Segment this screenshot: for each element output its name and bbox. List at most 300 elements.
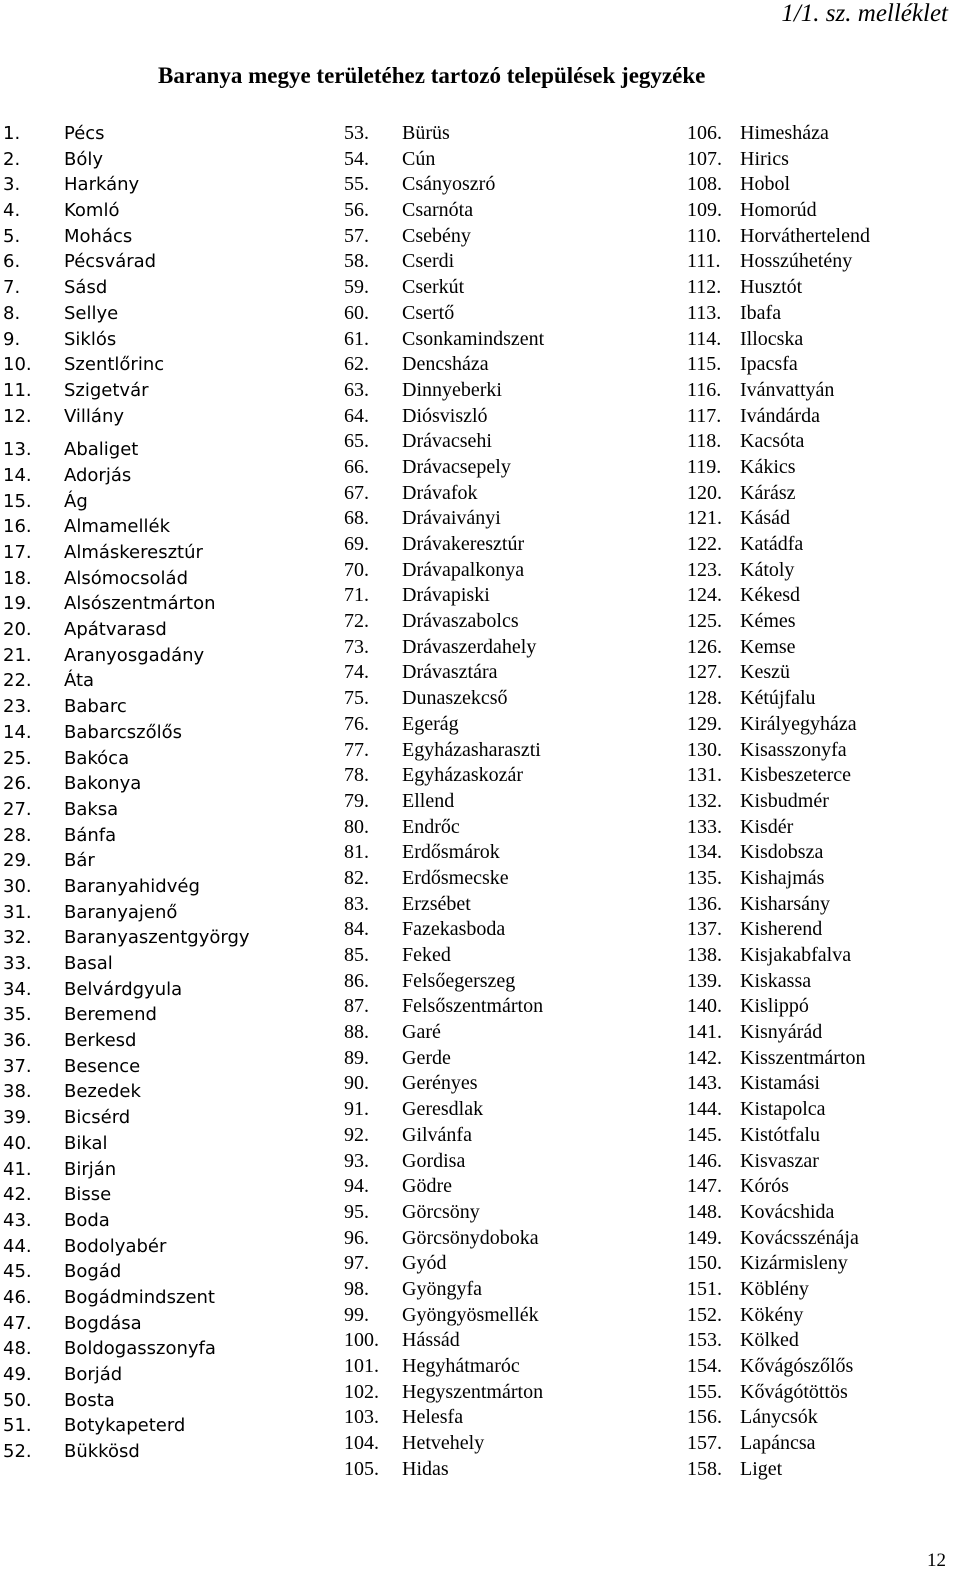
list-item (0, 1362, 250, 1388)
settlement-name: Kékesd (740, 584, 800, 607)
list-item (0, 1002, 250, 1028)
item-number: 34. (3, 978, 32, 1000)
list-item (344, 147, 544, 173)
item-number: 31. (3, 901, 32, 923)
item-number: 97. (344, 1252, 369, 1275)
settlement-name: Hidas (402, 1457, 449, 1480)
item-number: 81. (344, 841, 369, 864)
item-number: 145. (687, 1123, 722, 1146)
item-number: 134. (687, 841, 722, 864)
list-item (344, 917, 544, 943)
item-number: 69. (344, 533, 369, 555)
item-number: 152. (687, 1303, 722, 1326)
list-item (0, 1131, 250, 1157)
settlement-name: Drávaszerdahely (402, 635, 537, 658)
list-item (0, 977, 250, 1003)
settlement-name: Abaliget (64, 439, 139, 461)
settlement-name: Lánycsók (740, 1406, 818, 1429)
list-item (0, 1259, 250, 1285)
item-number: 122. (687, 533, 722, 555)
item-number: 13. (3, 439, 32, 461)
item-number: 50. (3, 1389, 32, 1411)
list-item (344, 1380, 544, 1406)
list-item (0, 1208, 250, 1234)
item-number: 45. (3, 1261, 32, 1283)
list-item (687, 1277, 870, 1303)
settlement-name: Kisbudmér (740, 789, 829, 812)
item-number: 93. (344, 1149, 369, 1172)
list-item (344, 1251, 544, 1277)
item-number: 5. (3, 225, 21, 247)
item-number: 32. (3, 927, 32, 949)
settlement-name: Hássád (402, 1329, 460, 1352)
settlement-name: Kölked (740, 1329, 799, 1352)
settlement-name: Bisse (64, 1184, 112, 1206)
settlement-name: Gerde (402, 1046, 451, 1069)
settlement-column-1 (0, 121, 250, 1465)
item-number: 121. (687, 507, 722, 530)
list-item (344, 892, 544, 918)
item-number: 63. (344, 378, 369, 401)
item-number: 1. (3, 123, 21, 144)
item-number: 125. (687, 610, 722, 633)
settlement-name: Komló (64, 200, 120, 222)
list-item (687, 1431, 870, 1457)
settlement-name: Alsószentmárton (64, 593, 216, 615)
item-number: 70. (344, 558, 369, 581)
list-item (0, 1234, 250, 1260)
settlement-name: Kórós (740, 1175, 789, 1198)
item-number: 103. (344, 1406, 379, 1429)
list-item (344, 994, 544, 1020)
settlement-name: Drávacsepely (402, 455, 511, 478)
item-number: 92. (344, 1123, 369, 1146)
settlement-name: Erzsébet (402, 892, 471, 915)
list-item (344, 198, 544, 224)
item-number: 112. (687, 276, 722, 299)
settlement-name: Bár (64, 850, 95, 872)
group-spacer (0, 429, 250, 437)
list-item (0, 1182, 250, 1208)
settlement-name: Hirics (740, 147, 789, 170)
item-number: 124. (687, 584, 722, 607)
item-number: 71. (344, 584, 369, 607)
settlement-name: Almáskeresztúr (64, 542, 203, 563)
settlement-name: Bikal (64, 1132, 108, 1154)
settlement-name: Kétújfalu (740, 687, 816, 710)
item-number: 151. (687, 1277, 722, 1300)
list-item (344, 249, 544, 275)
item-number: 94. (344, 1175, 369, 1198)
settlement-name: Harkány (64, 174, 140, 196)
item-number: 158. (687, 1457, 722, 1480)
item-number: 117. (687, 404, 722, 427)
item-number: 110. (687, 224, 722, 247)
settlement-name: Felsőszentmárton (402, 995, 544, 1018)
item-number: 36. (3, 1030, 32, 1052)
item-number: 104. (344, 1432, 379, 1455)
list-item (0, 121, 250, 147)
settlement-name: Ág (64, 490, 88, 512)
settlement-name: Pécsvárad (64, 251, 157, 273)
settlement-name: Erdősmárok (402, 841, 500, 864)
item-number: 37. (3, 1055, 32, 1077)
settlement-name: Bükkösd (64, 1441, 140, 1463)
item-number: 27. (3, 798, 32, 820)
settlement-name: Kisbeszeterce (740, 764, 852, 787)
list-item (0, 172, 250, 198)
item-number: 74. (344, 661, 369, 684)
annex-label: 1/1. sz. melléklet (781, 0, 948, 27)
item-number: 119. (687, 455, 722, 478)
list-item (687, 763, 870, 789)
settlement-name: Bürüs (402, 122, 450, 144)
list-item (0, 404, 250, 430)
settlement-name: Beremend (64, 1004, 157, 1026)
list-item (687, 1071, 870, 1097)
settlement-name: Kökény (740, 1303, 804, 1326)
list-item (344, 660, 544, 686)
settlement-name: Kizármisleny (740, 1252, 848, 1275)
list-item (344, 532, 544, 558)
settlement-name: Pécs (64, 123, 105, 144)
item-number: 83. (344, 892, 369, 915)
item-number: 75. (344, 687, 369, 710)
settlement-name: Ivánvattyán (740, 378, 835, 401)
item-number: 3. (3, 174, 21, 196)
item-number: 138. (687, 944, 722, 966)
list-item (344, 840, 544, 866)
settlement-name: Basal (64, 953, 113, 974)
list-item (344, 1097, 544, 1123)
item-number: 157. (687, 1432, 722, 1455)
item-number: 113. (687, 301, 722, 324)
settlement-name: Villány (64, 405, 125, 427)
settlement-name: Bakóca (64, 747, 130, 769)
item-number: 25. (3, 747, 32, 769)
settlement-name: Sásd (64, 277, 108, 299)
settlement-name: Cserdi (402, 250, 455, 273)
item-number: 101. (344, 1355, 379, 1377)
item-number: 56. (344, 199, 369, 222)
settlement-name: Csányoszró (402, 173, 496, 196)
item-number: 57. (344, 224, 369, 247)
item-number: 48. (3, 1338, 32, 1360)
list-item (0, 797, 250, 823)
item-number: 16. (3, 516, 32, 538)
settlement-name: Kishajmás (740, 866, 825, 889)
settlement-name: Erdősmecske (402, 866, 509, 889)
list-item (687, 1097, 870, 1123)
list-item (687, 994, 870, 1020)
item-number: 23. (3, 696, 32, 718)
list-item (687, 404, 870, 430)
settlement-name: Áta (64, 670, 95, 692)
list-item (687, 1174, 870, 1200)
settlement-name: Csertő (402, 301, 455, 324)
list-item (344, 455, 544, 481)
list-item (344, 1354, 544, 1380)
item-number: 46. (3, 1286, 32, 1308)
item-number: 89. (344, 1046, 369, 1069)
settlement-name: Kistótfalu (740, 1123, 820, 1146)
item-number: 40. (3, 1132, 32, 1154)
settlement-name: Drávaiványi (402, 507, 501, 530)
list-item (0, 1105, 250, 1131)
list-item (687, 352, 870, 378)
item-number: 140. (687, 995, 722, 1018)
item-number: 10. (3, 354, 32, 376)
list-item (344, 1149, 544, 1175)
list-item (344, 1303, 544, 1329)
list-item (0, 463, 250, 489)
list-item (687, 1380, 870, 1406)
list-item (344, 1020, 544, 1046)
item-number: 28. (3, 824, 32, 846)
list-item (687, 481, 870, 507)
list-item (0, 327, 250, 353)
settlement-name: Gyód (402, 1252, 447, 1275)
page-number: 12 (927, 1550, 946, 1571)
list-item (0, 489, 250, 515)
list-item (344, 583, 544, 609)
item-number: 114. (687, 327, 722, 350)
item-number: 147. (687, 1175, 722, 1198)
list-item (687, 198, 870, 224)
settlement-name: Kistamási (740, 1072, 820, 1095)
item-number: 148. (687, 1200, 722, 1223)
settlement-name: Drávaszabolcs (402, 610, 519, 633)
settlement-name: Csarnóta (402, 199, 474, 222)
list-item (0, 746, 250, 772)
list-item (344, 1277, 544, 1303)
list-item (344, 224, 544, 250)
settlement-name: Drávasztára (402, 661, 498, 684)
list-item (687, 1149, 870, 1175)
settlement-name: Mohács (64, 225, 133, 247)
item-number: 20. (3, 619, 32, 641)
item-number: 7. (3, 277, 21, 299)
list-item (687, 429, 870, 455)
list-item (344, 609, 544, 635)
item-number: 132. (687, 789, 722, 812)
list-item (0, 1336, 250, 1362)
item-number: 106. (687, 122, 722, 144)
list-item (344, 969, 544, 995)
item-number: 79. (344, 789, 369, 812)
item-number: 133. (687, 815, 722, 838)
item-number: 21. (3, 644, 32, 666)
list-item (0, 301, 250, 327)
item-number: 35. (3, 1004, 32, 1026)
list-item (0, 147, 250, 173)
list-item (687, 789, 870, 815)
settlement-name: Liget (740, 1457, 783, 1480)
settlement-name: Kovácsszénája (740, 1226, 859, 1249)
list-item (0, 514, 250, 540)
list-item (344, 172, 544, 198)
settlement-name: Felsőegerszeg (402, 969, 516, 992)
item-number: 6. (3, 251, 21, 273)
settlement-name: Gerényes (402, 1072, 478, 1095)
settlement-name: Dencsháza (402, 353, 489, 376)
settlement-name: Cserkút (402, 276, 465, 299)
item-number: 115. (687, 353, 722, 376)
item-number: 87. (344, 995, 369, 1018)
settlement-name: Kisasszonyfa (740, 738, 847, 761)
settlement-name: Fazekasboda (402, 918, 506, 941)
settlement-name: Aranyosgadány (64, 644, 205, 666)
settlement-name: Kémes (740, 610, 796, 633)
list-item (687, 1303, 870, 1329)
settlement-name: Cún (402, 147, 436, 170)
list-item (687, 378, 870, 404)
settlement-name: Kővágótöttös (740, 1380, 848, 1403)
item-number: 154. (687, 1355, 722, 1377)
item-number: 128. (687, 687, 722, 710)
list-item (687, 249, 870, 275)
settlement-name: Feked (402, 944, 451, 966)
list-item (687, 121, 870, 147)
settlement-name: Csonkamindszent (402, 327, 545, 350)
settlement-column-3 (687, 121, 870, 1482)
list-item (687, 147, 870, 173)
settlement-name: Ipacsfa (740, 353, 798, 376)
settlement-name: Egyházasharaszti (402, 738, 541, 761)
list-item (344, 121, 544, 147)
list-item (687, 1405, 870, 1431)
item-number: 139. (687, 969, 722, 992)
settlement-name: Kacsóta (740, 430, 805, 453)
document-title: Baranya megye területéhez tartozó települések jegyzéke (158, 63, 706, 88)
settlement-name: Görcsöny (402, 1200, 480, 1223)
settlement-name: Kővágószőlős (740, 1355, 854, 1377)
list-item (0, 566, 250, 592)
settlement-name: Dinnyeberki (402, 378, 502, 401)
item-number: 135. (687, 866, 722, 889)
list-item (687, 301, 870, 327)
item-number: 55. (344, 173, 369, 196)
settlement-name: Hosszúhetény (740, 250, 853, 273)
list-item (687, 917, 870, 943)
list-item (0, 643, 250, 669)
list-item (344, 866, 544, 892)
list-item (0, 378, 250, 404)
item-number: 77. (344, 738, 369, 761)
item-number: 120. (687, 481, 722, 504)
list-item (344, 404, 544, 430)
list-item (687, 969, 870, 995)
settlement-name: Babarc (64, 696, 127, 718)
list-item (687, 943, 870, 969)
list-item (687, 866, 870, 892)
settlement-name: Himesháza (740, 122, 829, 144)
list-item (344, 1123, 544, 1149)
list-item (344, 378, 544, 404)
settlement-name: Kemse (740, 635, 796, 658)
item-number: 136. (687, 892, 722, 915)
item-number: 68. (344, 507, 369, 530)
item-number: 59. (344, 276, 369, 299)
list-item (0, 1079, 250, 1105)
settlement-name: Bogdása (64, 1312, 142, 1334)
item-number: 91. (344, 1098, 369, 1121)
list-item (0, 771, 250, 797)
settlement-name: Birján (64, 1158, 117, 1180)
list-item (0, 694, 250, 720)
item-number: 156. (687, 1406, 722, 1429)
list-item (687, 815, 870, 841)
item-number: 61. (344, 327, 369, 350)
settlement-name: Bogádmindszent (64, 1286, 215, 1308)
settlement-name: Alsómocsolád (64, 567, 188, 589)
item-number: 30. (3, 875, 32, 897)
settlement-name: Hegyhátmaróc (402, 1355, 520, 1377)
list-item (687, 327, 870, 353)
list-item (344, 1431, 544, 1457)
settlement-name: Baranyahidvég (64, 875, 200, 897)
settlement-name: Drávakeresztúr (402, 533, 525, 555)
list-item (687, 660, 870, 686)
settlement-name: Gyöngyösmellék (402, 1303, 539, 1326)
settlement-name: Bakonya (64, 773, 142, 795)
settlement-name: Borjád (64, 1364, 123, 1385)
settlement-name: Csebény (402, 224, 471, 247)
item-number: 129. (687, 712, 722, 735)
item-number: 29. (3, 850, 32, 872)
item-number: 44. (3, 1235, 32, 1257)
list-item (0, 198, 250, 224)
list-item (344, 352, 544, 378)
list-item (0, 437, 250, 463)
settlement-name: Kiskassa (740, 969, 812, 992)
list-item (344, 1328, 544, 1354)
settlement-name: Drávafok (402, 481, 478, 504)
list-item (0, 1388, 250, 1414)
item-number: 155. (687, 1380, 722, 1403)
list-item (687, 892, 870, 918)
settlement-name: Lapáncsa (740, 1432, 816, 1455)
settlement-name: Katádfa (740, 533, 804, 555)
list-item (344, 943, 544, 969)
list-item (0, 352, 250, 378)
settlement-name: Gordisa (402, 1149, 466, 1172)
item-number: 99. (344, 1303, 369, 1326)
list-item (687, 583, 870, 609)
list-item (687, 275, 870, 301)
item-number: 105. (344, 1457, 379, 1480)
item-number: 143. (687, 1072, 722, 1095)
settlement-name: Szentlőrinc (64, 354, 165, 376)
item-number: 54. (344, 147, 369, 170)
list-item (0, 249, 250, 275)
settlement-name: Bóly (64, 148, 104, 170)
settlement-name: Geresdlak (402, 1098, 484, 1121)
list-item (344, 686, 544, 712)
list-item (0, 1413, 250, 1439)
item-number: 88. (344, 1021, 369, 1044)
item-number: 82. (344, 866, 369, 889)
settlement-name: Bogád (64, 1261, 122, 1283)
settlement-name: Berkesd (64, 1030, 137, 1052)
item-number: 14. (3, 464, 32, 486)
item-number: 102. (344, 1380, 379, 1403)
list-item (0, 275, 250, 301)
item-number: 58. (344, 250, 369, 273)
list-item (344, 789, 544, 815)
item-number: 123. (687, 558, 722, 581)
settlement-column-2 (344, 121, 544, 1482)
